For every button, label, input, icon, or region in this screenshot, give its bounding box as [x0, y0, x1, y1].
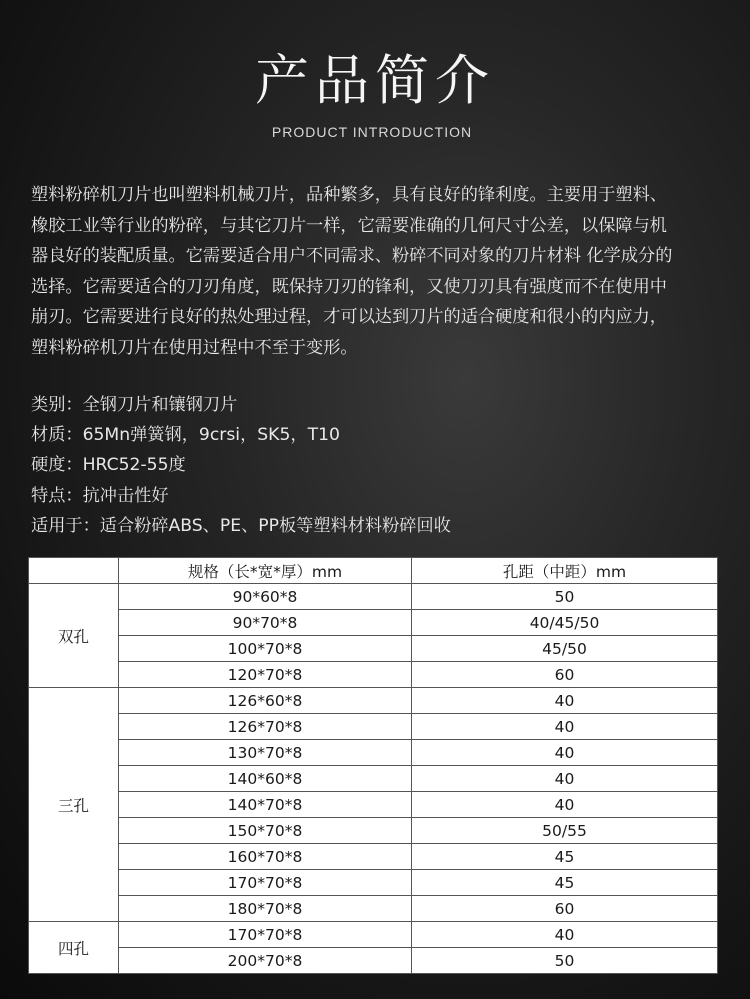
table-header-cell: 规格（长*宽*厚）mm	[119, 558, 412, 584]
size-cell: 130*70*8	[119, 740, 412, 766]
table-row	[29, 662, 718, 688]
spec-category: 类别：全钢刀片和镶钢刀片	[31, 395, 238, 415]
table-row	[29, 610, 718, 636]
spec-list	[31, 390, 721, 541]
size-cell: 170*70*8	[119, 870, 412, 896]
size-cell: 150*70*8	[119, 818, 412, 844]
size-cell: 100*70*8	[119, 636, 412, 662]
hole-spacing-cell: 40/45/50	[412, 610, 718, 636]
hole-type-cell: 三孔	[29, 688, 119, 922]
intro-paragraph	[31, 180, 721, 364]
size-cell: 140*70*8	[119, 792, 412, 818]
table-row	[29, 584, 718, 610]
spec-feature: 特点：抗冲击性好	[31, 485, 169, 506]
hole-spacing-cell: 45	[412, 870, 718, 896]
intro-line: 崩刃。它需要进行良好的热处理过程，才可以达到刀片的适合硬度和很小的内应力，	[31, 307, 667, 328]
table-row	[29, 766, 718, 792]
size-cell: 90*70*8	[119, 610, 412, 636]
table-body	[29, 584, 718, 974]
table-row	[29, 870, 718, 896]
table-header-cell: 孔距（中距）mm	[412, 558, 718, 584]
table-row	[29, 922, 718, 948]
hole-spacing-cell: 45	[412, 844, 718, 870]
page-subtitle: PRODUCT INTRODUCTION	[271, 124, 473, 140]
page-title: 产品简介	[255, 49, 495, 112]
hole-spacing-cell: 45/50	[412, 636, 718, 662]
hole-spacing-cell: 60	[412, 896, 718, 922]
hole-spacing-cell: 50/55	[412, 818, 718, 844]
size-cell: 170*70*8	[119, 922, 412, 948]
hole-spacing-cell: 60	[412, 662, 718, 688]
hole-spacing-cell: 40	[412, 922, 718, 948]
hole-spacing-cell: 50	[412, 584, 718, 610]
size-cell: 200*70*8	[119, 948, 412, 974]
size-cell: 160*70*8	[119, 844, 412, 870]
intro-line: 选择。它需要适合的刀刃角度，既保持刀刃的锋利，又使刀刃具有强度而不在使用中	[31, 276, 667, 297]
table-row	[29, 636, 718, 662]
table-row	[29, 792, 718, 818]
spec-table	[28, 557, 718, 974]
size-cell: 180*70*8	[119, 896, 412, 922]
spec-material: 材质：65Mn弹簧钢，9crsi，SK5，T10	[31, 425, 340, 446]
intro-line: 塑料粉碎机刀片也叫塑料机械刀片，品种繁多，具有良好的锋利度。主要用于塑料、	[31, 185, 667, 205]
hole-spacing-cell: 40	[412, 740, 718, 766]
intro-line: 橡胶工业等行业的粉碎，与其它刀片一样，它需要准确的几何尺寸公差，以保障与机	[31, 215, 667, 236]
table-row	[29, 688, 718, 714]
table-header-row	[29, 558, 718, 584]
size-cell: 120*70*8	[119, 662, 412, 688]
table-row	[29, 844, 718, 870]
size-cell: 140*60*8	[119, 766, 412, 792]
hole-type-cell: 四孔	[29, 922, 119, 974]
table-header-cell	[29, 558, 119, 584]
size-cell: 126*70*8	[119, 714, 412, 740]
spec-hardness: 硬度：HRC52-55度	[31, 455, 186, 476]
intro-line: 塑料粉碎机刀片在使用过程中不至于变形。	[31, 337, 358, 358]
table-row	[29, 740, 718, 766]
hole-spacing-cell: 40	[412, 792, 718, 818]
size-cell: 126*60*8	[119, 688, 412, 714]
table-row	[29, 896, 718, 922]
table-row	[29, 818, 718, 844]
hole-spacing-cell: 40	[412, 766, 718, 792]
hole-type-cell: 双孔	[29, 584, 119, 688]
hole-spacing-cell: 40	[412, 714, 718, 740]
spec-application: 适用于：适合粉碎ABS、PE、PP板等塑料材料粉碎回收	[31, 515, 451, 536]
hole-spacing-cell: 50	[412, 948, 718, 974]
table-row	[29, 948, 718, 974]
intro-line: 器良好的装配质量。它需要适合用户不同需求、粉碎不同对象的刀片材料 化学成分的	[31, 246, 673, 267]
size-cell: 90*60*8	[119, 584, 412, 610]
table-row	[29, 714, 718, 740]
hole-spacing-cell: 40	[412, 688, 718, 714]
